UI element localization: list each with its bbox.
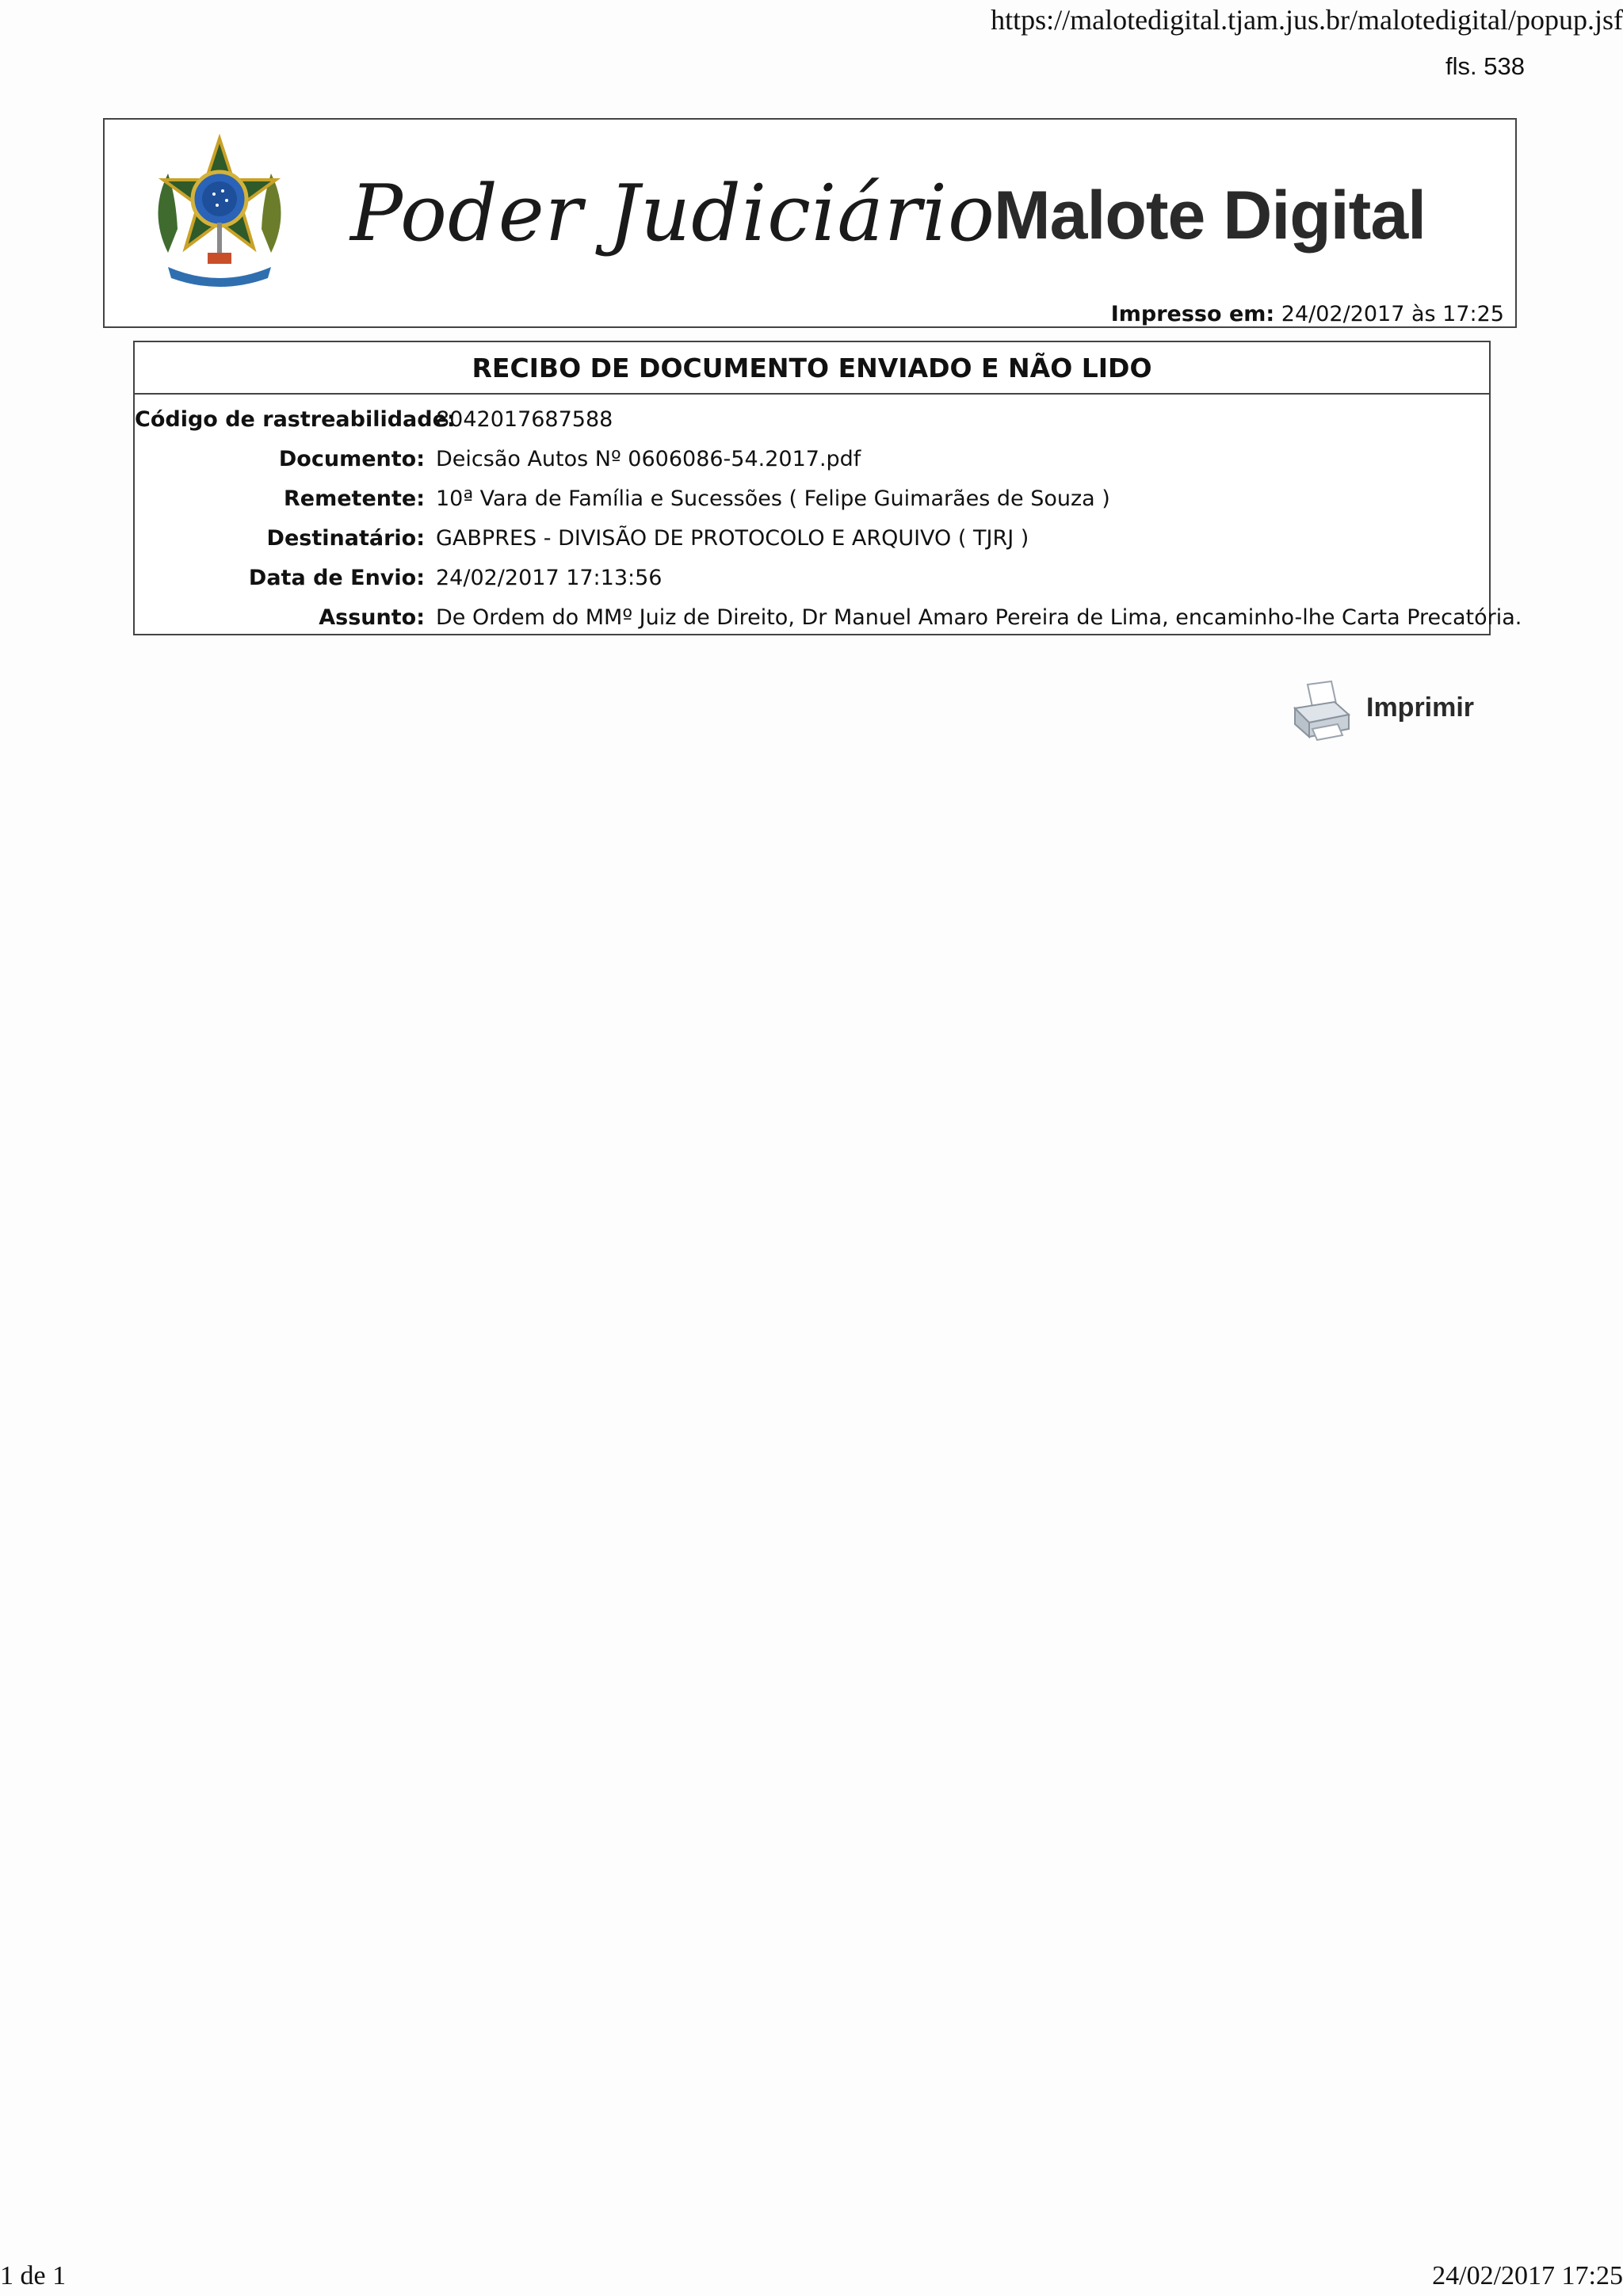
field-row-sender bbox=[135, 479, 1489, 519]
print-button[interactable] bbox=[1290, 680, 1480, 743]
field-value: 24/02/2017 17:13:56 bbox=[436, 566, 663, 590]
header-banner bbox=[103, 118, 1517, 328]
field-label: Código de rastreabilidade: bbox=[135, 407, 456, 432]
field-label: Remetente: bbox=[283, 486, 425, 511]
receipt-title: RECIBO DE DOCUMENTO ENVIADO E NÃO LIDO bbox=[133, 341, 1491, 395]
field-row-document bbox=[135, 440, 1489, 479]
field-label: Destinatário: bbox=[266, 526, 425, 551]
brazil-coat-of-arms-icon bbox=[144, 134, 295, 292]
receipt-details bbox=[133, 395, 1522, 635]
field-row-recipient bbox=[135, 519, 1489, 559]
folio-number: fls. 538 bbox=[1445, 52, 1525, 80]
field-value: De Ordem do MMº Juiz de Direito, Dr Manuel Amaro Pereira de Lima, encaminho-lhe Carta Precatória. bbox=[436, 605, 1522, 630]
print-label: Imprimir bbox=[1366, 692, 1475, 723]
script-title: Poder Judiciário bbox=[350, 169, 996, 259]
printed-at bbox=[1111, 302, 1504, 326]
footer-timestamp: 24/02/2017 17:25 bbox=[1432, 2261, 1623, 2290]
field-value: Deicsão Autos Nº 0606086-54.2017.pdf bbox=[436, 447, 861, 471]
field-value: 10ª Vara de Família e Sucessões ( Felipe Guimarães de Souza ) bbox=[436, 486, 1110, 511]
field-label: Documento: bbox=[278, 447, 425, 471]
printed-label: Impresso em: bbox=[1110, 302, 1275, 326]
brand-title: Malote Digital bbox=[994, 177, 1426, 254]
printer-icon bbox=[1290, 680, 1354, 743]
field-label: Assunto: bbox=[319, 605, 425, 630]
field-value: 8042017687588 bbox=[436, 407, 613, 432]
printed-value: 24/02/2017 às 17:25 bbox=[1281, 302, 1504, 326]
field-row-subject bbox=[135, 598, 1522, 638]
field-label: Data de Envio: bbox=[248, 566, 425, 590]
page-url: https://malotedigital.tjam.jus.br/malotedigital/popup.jsf bbox=[991, 4, 1623, 36]
field-row-tracking-code bbox=[135, 400, 1489, 440]
footer-page-info: 1 de 1 bbox=[0, 2261, 67, 2290]
field-value: GABPRES - DIVISÃO DE PROTOCOLO E ARQUIVO ( TJRJ ) bbox=[436, 526, 1029, 551]
field-row-send-date bbox=[135, 559, 1489, 598]
